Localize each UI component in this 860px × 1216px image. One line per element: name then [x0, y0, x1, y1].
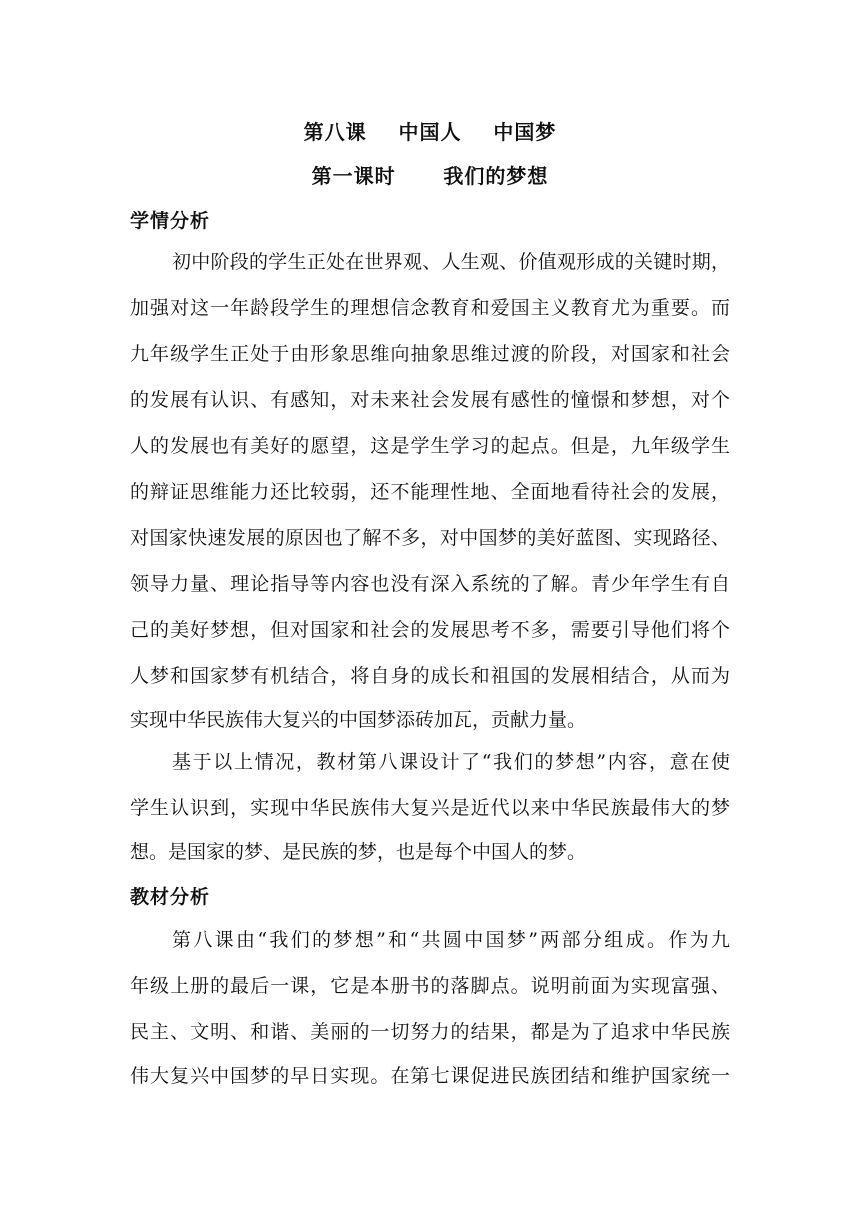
paragraph-line: 实现中华民族伟大复兴的中国梦添砖加瓦，贡献力量。	[130, 709, 587, 731]
paragraph-line: 对国家快速发展的原因也了解不多，对中国梦的美好蓝图、实现路径、	[130, 527, 730, 549]
paragraph-line: 人梦和国家梦有机结合，将自身的成长和祖国的发展相结合，从而为	[130, 665, 730, 687]
paragraph-line: 基于以上情况，教材第八课设计了“我们的梦想”内容，意在使	[172, 751, 730, 773]
paragraph-line: 民主、文明、和谐、美丽的一切努力的结果，都是为了追求中华民族	[130, 1021, 730, 1043]
paragraph-line: 初中阶段的学生正处在世界观、人生观、价值观形成的关键时期，	[172, 251, 730, 273]
paragraph-line: 的发展有认识、有感知，对未来社会发展有感性的憧憬和梦想，对个	[130, 389, 730, 411]
paragraph-line: 人的发展也有美好的愿望，这是学生学习的起点。但是，九年级学生	[130, 435, 730, 457]
paragraph-line: 想。是国家的梦、是民族的梦，也是每个中国人的梦。	[130, 841, 587, 863]
lesson-title: 第八课 中国人 中国梦	[303, 120, 557, 144]
paragraph-line: 领导力量、理论指导等内容也没有深入系统的了解。青少年学生有自	[130, 573, 730, 595]
paragraph-line: 年级上册的最后一课，它是本册书的落脚点。说明前面为实现富强、	[130, 975, 730, 997]
paragraph-line: 第八课由“我们的梦想”和“共圆中国梦”两部分组成。作为九	[172, 929, 730, 951]
paragraph-line: 学生认识到，实现中华民族伟大复兴是近代以来中华民族最伟大的梦	[130, 797, 730, 819]
paragraph-line: 加强对这一年龄段学生的理想信念教育和爱国主义教育尤为重要。而	[130, 297, 730, 319]
section-heading-student-analysis: 学情分析	[130, 210, 211, 232]
lesson-subtitle: 第一课时 我们的梦想	[311, 164, 549, 188]
section-heading-textbook-analysis: 教材分析	[130, 886, 211, 908]
paragraph-line: 九年级学生正处于由形象思维向抽象思维过渡的阶段，对国家和社会	[130, 343, 730, 365]
paragraph-line: 己的美好梦想，但对国家和社会的发展思考不多，需要引导他们将个	[130, 619, 730, 641]
paragraph-line: 的辩证思维能力还比较弱，还不能理性地、全面地看待社会的发展，	[130, 481, 730, 503]
paragraph-line: 伟大复兴中国梦的早日实现。在第七课促进民族团结和维护国家统一	[130, 1065, 730, 1087]
